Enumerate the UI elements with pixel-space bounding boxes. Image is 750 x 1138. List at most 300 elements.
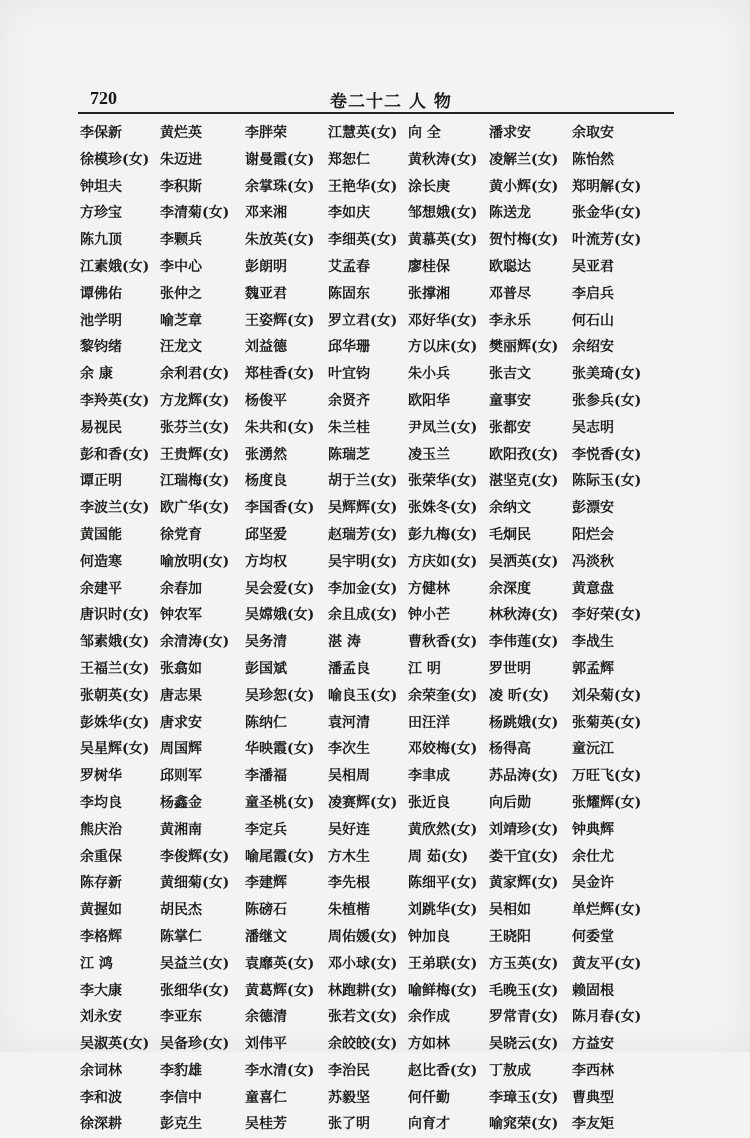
person-name: 凌 昕(女) <box>489 687 550 704</box>
person-name: 周国辉 <box>160 741 202 758</box>
person-name: 余重保 <box>80 848 122 865</box>
person-name: 彭克生 <box>160 1116 202 1133</box>
person-name: 余 康 <box>80 366 113 383</box>
person-name: 李友矩 <box>572 1116 614 1133</box>
person-name: 李中心 <box>160 258 202 275</box>
person-name: 李和波 <box>80 1089 122 1106</box>
person-name: 袁靡英(女) <box>245 955 315 972</box>
name-row <box>78 442 678 469</box>
person-name: 吴淑英(女) <box>80 1036 150 1053</box>
person-name: 余深度 <box>489 580 531 597</box>
person-name: 余利君(女) <box>160 366 230 383</box>
person-name: 罗立君(女) <box>328 312 398 329</box>
person-name: 余荣奎(女) <box>408 687 478 704</box>
person-name: 万旺飞(女) <box>572 768 642 785</box>
person-name: 余取安 <box>572 125 614 141</box>
person-name: 江 明 <box>408 660 441 677</box>
person-name: 钟典辉 <box>572 821 614 838</box>
person-name: 张近良 <box>408 794 450 811</box>
person-name: 田汪洋 <box>408 714 450 731</box>
person-name: 娄干宜(女) <box>489 848 559 865</box>
person-name: 张参兵(女) <box>572 392 642 409</box>
person-name: 李俊辉(女) <box>160 848 230 865</box>
person-name: 吴晓云(女) <box>489 1036 559 1053</box>
person-name: 李豹雄 <box>160 1062 202 1079</box>
person-name: 喻芝章 <box>160 312 202 329</box>
person-name: 李保新 <box>80 125 122 141</box>
person-name: 杨鑫金 <box>160 794 202 811</box>
person-name: 叶宜钧 <box>328 366 370 383</box>
person-name: 李西林 <box>572 1062 614 1079</box>
person-name: 彭和香(女) <box>80 446 150 463</box>
name-row <box>78 388 678 415</box>
person-name: 丁敖成 <box>489 1062 531 1079</box>
person-name: 黄欣然(女) <box>408 821 478 838</box>
person-name: 张湧然 <box>245 446 287 463</box>
person-name: 喻放明(女) <box>160 553 230 570</box>
person-name: 江 鸿 <box>80 955 113 972</box>
name-row <box>78 790 678 817</box>
person-name: 陈怡然 <box>572 151 614 168</box>
person-name: 张姝冬(女) <box>408 500 478 517</box>
person-name: 张若文(女) <box>328 1009 398 1026</box>
person-name: 徐模珍(女) <box>80 151 150 168</box>
person-name: 李璋玉(女) <box>489 1089 559 1106</box>
person-name: 吴益兰(女) <box>160 955 230 972</box>
person-name: 胡于兰(女) <box>328 473 398 490</box>
name-row <box>78 147 678 174</box>
person-name: 李建辉 <box>245 875 287 892</box>
person-name: 黄慕英(女) <box>408 232 478 249</box>
person-name: 张了明 <box>328 1116 370 1133</box>
person-name: 朱放英(女) <box>245 232 315 249</box>
name-row <box>78 361 678 388</box>
person-name: 方均权 <box>245 553 287 570</box>
name-row <box>78 1085 678 1112</box>
person-name: 邓普尽 <box>489 285 531 302</box>
person-name: 黄家辉(女) <box>489 875 559 892</box>
person-name: 邹想娥(女) <box>408 205 478 222</box>
person-name: 张朝英(女) <box>80 687 150 704</box>
person-name: 张仲之 <box>160 285 202 302</box>
person-name: 单烂辉(女) <box>572 902 642 919</box>
person-name: 邱坚爱 <box>245 526 287 543</box>
name-row <box>78 817 678 844</box>
name-row <box>78 227 678 254</box>
person-name: 邱华珊 <box>328 339 370 356</box>
person-name: 李聿成 <box>408 768 450 785</box>
person-name: 艾孟春 <box>328 258 370 275</box>
person-name: 毛晚玉(女) <box>489 982 559 999</box>
person-name: 谭佛佑 <box>80 285 122 302</box>
page-header <box>78 86 674 112</box>
person-name: 林跑耕(女) <box>328 982 398 999</box>
person-name: 李波兰(女) <box>80 500 150 517</box>
person-name: 彭国斌 <box>245 660 287 677</box>
person-name: 郑恕仁 <box>328 151 370 168</box>
page-number: 720 <box>90 88 117 108</box>
person-name: 余词林 <box>80 1062 122 1079</box>
person-name: 邓姣梅(女) <box>408 741 478 758</box>
person-name: 黄秋涛(女) <box>408 151 478 168</box>
person-name: 池学明 <box>80 312 122 329</box>
person-name: 余春加 <box>160 580 202 597</box>
name-row <box>78 120 678 147</box>
person-name: 王福兰(女) <box>80 660 150 677</box>
name-row <box>78 576 678 603</box>
name-row <box>78 174 678 201</box>
person-name: 李好荣(女) <box>572 607 642 624</box>
person-name: 欧阳孜(女) <box>489 446 559 463</box>
name-row <box>78 281 678 308</box>
person-name: 李治民 <box>328 1062 370 1079</box>
person-name: 杨度良 <box>245 473 287 490</box>
person-name: 郑桂香(女) <box>245 366 315 383</box>
person-name: 唐求安 <box>160 714 202 731</box>
volume-title: 卷二十二 人 物 <box>330 92 452 112</box>
name-row <box>78 1004 678 1031</box>
person-name: 吴相如 <box>489 902 531 919</box>
person-name: 陈磅石 <box>245 902 287 919</box>
person-name: 童喜仁 <box>245 1089 287 1106</box>
person-name: 朱小兵 <box>408 366 450 383</box>
person-name: 邱则军 <box>160 768 202 785</box>
person-name: 吴相周 <box>328 768 370 785</box>
person-name: 李羚英(女) <box>80 392 150 409</box>
person-name: 陈九顶 <box>80 232 122 249</box>
person-name: 喻窕荣(女) <box>489 1116 559 1133</box>
person-name: 陈纳仁 <box>245 714 287 731</box>
person-name: 喻尾霞(女) <box>245 848 315 865</box>
person-name: 刘朵菊(女) <box>572 687 642 704</box>
person-name: 张都安 <box>489 419 531 436</box>
person-name: 李颗兵 <box>160 232 202 249</box>
person-name: 黄烂英 <box>160 125 202 141</box>
person-name: 潘求安 <box>489 125 531 141</box>
person-name: 钟加良 <box>408 928 450 945</box>
person-name: 冯淡秋 <box>572 553 614 570</box>
person-name: 黄握如 <box>80 902 122 919</box>
person-name: 赖固根 <box>572 982 614 999</box>
person-name: 余绍安 <box>572 339 614 356</box>
person-name: 凌解兰(女) <box>489 151 559 168</box>
person-name: 郑明解(女) <box>572 178 642 195</box>
person-name: 湛 涛 <box>328 634 361 651</box>
person-name: 杨俊平 <box>245 392 287 409</box>
person-name: 童事安 <box>489 392 531 409</box>
person-name: 朱兰桂 <box>328 419 370 436</box>
person-name: 谢曼霞(女) <box>245 151 315 168</box>
person-name: 王贵辉(女) <box>160 446 230 463</box>
person-name: 李国香(女) <box>245 500 315 517</box>
person-name: 彭朗明 <box>245 258 287 275</box>
person-name: 童圣桃(女) <box>245 794 315 811</box>
person-name: 阳烂会 <box>572 526 614 543</box>
name-row <box>78 1111 678 1138</box>
person-name: 苏毅坚 <box>328 1089 370 1106</box>
person-name: 邓来湘 <box>245 205 287 222</box>
person-name: 廖桂保 <box>408 258 450 275</box>
person-name: 邓小球(女) <box>328 955 398 972</box>
person-name: 唐识时(女) <box>80 607 150 624</box>
person-name: 方益安 <box>572 1036 614 1053</box>
name-row <box>78 897 678 924</box>
person-name: 凌赛辉(女) <box>328 794 398 811</box>
name-row <box>78 951 678 978</box>
person-name: 陈瑞芝 <box>328 446 370 463</box>
person-name: 余作成 <box>408 1009 450 1026</box>
person-name: 何造寒 <box>80 553 122 570</box>
person-name: 袁河清 <box>328 714 370 731</box>
name-row <box>78 602 678 629</box>
person-name: 张美琦(女) <box>572 366 642 383</box>
person-name: 刘跳华(女) <box>408 902 478 919</box>
person-name: 钟农军 <box>160 607 202 624</box>
person-name: 欧广华(女) <box>160 500 230 517</box>
person-name: 曹典型 <box>572 1089 614 1106</box>
person-name: 陈际玉(女) <box>572 473 642 490</box>
person-name: 江瑞梅(女) <box>160 473 230 490</box>
person-name: 李潘福 <box>245 768 287 785</box>
person-name: 邹素娥(女) <box>80 634 150 651</box>
person-name: 陈送龙 <box>489 205 531 222</box>
person-name: 刘伟平 <box>245 1036 287 1053</box>
person-name: 唐志果 <box>160 687 202 704</box>
person-name: 欧阳华 <box>408 392 450 409</box>
person-name: 张金华(女) <box>572 205 642 222</box>
person-name: 何委堂 <box>572 928 614 945</box>
name-row <box>78 415 678 442</box>
person-name: 尹凤兰(女) <box>408 419 478 436</box>
person-name: 喻鲜梅(女) <box>408 982 478 999</box>
person-name: 方木生 <box>328 848 370 865</box>
person-name: 张吉文 <box>489 366 531 383</box>
person-name: 王弟联(女) <box>408 955 478 972</box>
name-row <box>78 522 678 549</box>
person-name: 余建平 <box>80 580 122 597</box>
name-row <box>78 334 678 361</box>
person-name: 李大康 <box>80 982 122 999</box>
person-name: 张撑湘 <box>408 285 450 302</box>
name-row <box>78 254 678 281</box>
person-name: 李次生 <box>328 741 370 758</box>
person-name: 胡民杰 <box>160 902 202 919</box>
person-name: 黄小辉(女) <box>489 178 559 195</box>
name-row <box>78 763 678 790</box>
person-name: 魏亚君 <box>245 285 287 302</box>
person-name: 张菊英(女) <box>572 714 642 731</box>
person-name: 刘永安 <box>80 1009 122 1026</box>
person-name: 吴洒英(女) <box>489 553 559 570</box>
name-row <box>78 656 678 683</box>
person-name: 吴务清 <box>245 634 287 651</box>
name-row <box>78 200 678 227</box>
person-name: 周佑媛(女) <box>328 928 398 945</box>
person-name: 江素娥(女) <box>80 258 150 275</box>
person-name: 易视民 <box>80 419 122 436</box>
person-name: 李定兵 <box>245 821 287 838</box>
person-name: 李清菊(女) <box>160 205 230 222</box>
name-row <box>78 870 678 897</box>
person-name: 向育才 <box>408 1116 450 1133</box>
person-name: 钟坦夫 <box>80 178 122 195</box>
person-name: 向后勋 <box>489 794 531 811</box>
person-name: 曹秋香(女) <box>408 634 478 651</box>
person-name: 余仕尤 <box>572 848 614 865</box>
person-name: 杨跳娥(女) <box>489 714 559 731</box>
person-name: 刘靖珍(女) <box>489 821 559 838</box>
person-name: 余德清 <box>245 1009 287 1026</box>
person-name: 湛坚克(女) <box>489 473 559 490</box>
person-name: 赵比香(女) <box>408 1062 478 1079</box>
person-name: 张荣华(女) <box>408 473 478 490</box>
person-name: 汪龙文 <box>160 339 202 356</box>
person-name: 方庆如(女) <box>408 553 478 570</box>
person-name: 吴金许 <box>572 875 614 892</box>
person-name: 周 茹(女) <box>408 848 469 865</box>
person-name: 方珍宝 <box>80 205 122 222</box>
person-name: 谭正明 <box>80 473 122 490</box>
name-row <box>78 308 678 335</box>
person-name: 黄细菊(女) <box>160 875 230 892</box>
person-name: 吴会爱(女) <box>245 580 315 597</box>
header-rule <box>78 112 674 114</box>
person-name: 张耀辉(女) <box>572 794 642 811</box>
person-name: 邓好华(女) <box>408 312 478 329</box>
person-name: 李加金(女) <box>328 580 398 597</box>
person-name: 罗常青(女) <box>489 1009 559 1026</box>
person-name: 吴星辉(女) <box>80 741 150 758</box>
person-name: 徐党育 <box>160 526 202 543</box>
person-name: 陈存新 <box>80 875 122 892</box>
person-name: 林秋涛(女) <box>489 607 559 624</box>
person-name: 方如林 <box>408 1036 450 1053</box>
name-row <box>78 629 678 656</box>
person-name: 欧聪达 <box>489 258 531 275</box>
person-name: 吴辉辉(女) <box>328 500 398 517</box>
person-name: 张芬兰(女) <box>160 419 230 436</box>
name-row <box>78 978 678 1005</box>
person-name: 吴宇明(女) <box>328 553 398 570</box>
person-name: 叶流芳(女) <box>572 232 642 249</box>
person-name: 吴好连 <box>328 821 370 838</box>
person-name: 涂长庚 <box>408 178 450 195</box>
person-name: 苏品涛(女) <box>489 768 559 785</box>
name-row <box>78 844 678 871</box>
person-name: 陈细平(女) <box>408 875 478 892</box>
person-name: 张细华(女) <box>160 982 230 999</box>
person-name: 李伟莲(女) <box>489 634 559 651</box>
person-name: 陈固东 <box>328 285 370 302</box>
person-name: 吴嫦娥(女) <box>245 607 315 624</box>
person-name: 朱共和(女) <box>245 419 315 436</box>
person-name: 余且成(女) <box>328 607 398 624</box>
name-row <box>78 924 678 951</box>
person-name: 杨得高 <box>489 741 531 758</box>
person-name: 刘益德 <box>245 339 287 356</box>
person-name: 郭孟辉 <box>572 660 614 677</box>
person-name: 朱植楷 <box>328 902 370 919</box>
person-name: 李永乐 <box>489 312 531 329</box>
person-name: 江慧英(女) <box>328 125 398 141</box>
person-name: 李悦香(女) <box>572 446 642 463</box>
person-name: 贺忖梅(女) <box>489 232 559 249</box>
person-name: 李信中 <box>160 1089 202 1106</box>
person-name: 钟小芒 <box>408 607 450 624</box>
person-name: 黄湘南 <box>160 821 202 838</box>
name-row <box>78 495 678 522</box>
person-name: 吴桂芳 <box>245 1116 287 1133</box>
person-name: 李格辉 <box>80 928 122 945</box>
person-name: 何仟勤 <box>408 1089 450 1106</box>
person-name: 李启兵 <box>572 285 614 302</box>
person-name: 王晓阳 <box>489 928 531 945</box>
person-name: 华映霞(女) <box>245 741 315 758</box>
person-name: 黄意盘 <box>572 580 614 597</box>
person-name: 陈月春(女) <box>572 1009 642 1026</box>
person-name: 黎钧绪 <box>80 339 122 356</box>
person-name: 陈掌仁 <box>160 928 202 945</box>
person-name: 向 全 <box>408 125 441 141</box>
name-row <box>78 736 678 763</box>
name-row <box>78 549 678 576</box>
name-row <box>78 1058 678 1085</box>
person-name: 赵瑞芳(女) <box>328 526 398 543</box>
person-name: 方玉英(女) <box>489 955 559 972</box>
person-name: 徐深耕 <box>80 1116 122 1133</box>
person-name: 朱迈进 <box>160 151 202 168</box>
person-name: 罗树华 <box>80 768 122 785</box>
person-name: 潘继文 <box>245 928 287 945</box>
person-name: 潘孟良 <box>328 660 370 677</box>
person-name: 王艳华(女) <box>328 178 398 195</box>
person-name: 吴备珍(女) <box>160 1036 230 1053</box>
name-row <box>78 468 678 495</box>
person-name: 李积斯 <box>160 178 202 195</box>
person-name: 余清涛(女) <box>160 634 230 651</box>
person-name: 方健林 <box>408 580 450 597</box>
person-name: 彭九梅(女) <box>408 526 478 543</box>
name-list <box>78 120 678 1138</box>
person-name: 方以床(女) <box>408 339 478 356</box>
person-name: 彭姝华(女) <box>80 714 150 731</box>
name-row <box>78 1031 678 1058</box>
person-name: 毛炯民 <box>489 526 531 543</box>
person-name: 李胖荣 <box>245 125 287 141</box>
name-row <box>78 710 678 737</box>
person-name: 李水清(女) <box>245 1062 315 1079</box>
person-name: 方龙辉(女) <box>160 392 230 409</box>
person-name: 李战生 <box>572 634 614 651</box>
person-name: 黄友平(女) <box>572 955 642 972</box>
person-name: 黄国能 <box>80 526 122 543</box>
person-name: 樊丽辉(女) <box>489 339 559 356</box>
person-name: 李亚东 <box>160 1009 202 1026</box>
person-name: 张翕如 <box>160 660 202 677</box>
person-name: 余纳文 <box>489 500 531 517</box>
person-name: 李如庆 <box>328 205 370 222</box>
person-name: 余皎皎(女) <box>328 1036 398 1053</box>
person-name: 李细英(女) <box>328 232 398 249</box>
person-name: 罗世明 <box>489 660 531 677</box>
person-name: 彭漂安 <box>572 500 614 517</box>
person-name: 何石山 <box>572 312 614 329</box>
person-name: 王姿辉(女) <box>245 312 315 329</box>
person-name: 吴亚君 <box>572 258 614 275</box>
person-name: 童沅江 <box>572 741 614 758</box>
person-name: 凌玉兰 <box>408 446 450 463</box>
name-row <box>78 683 678 710</box>
